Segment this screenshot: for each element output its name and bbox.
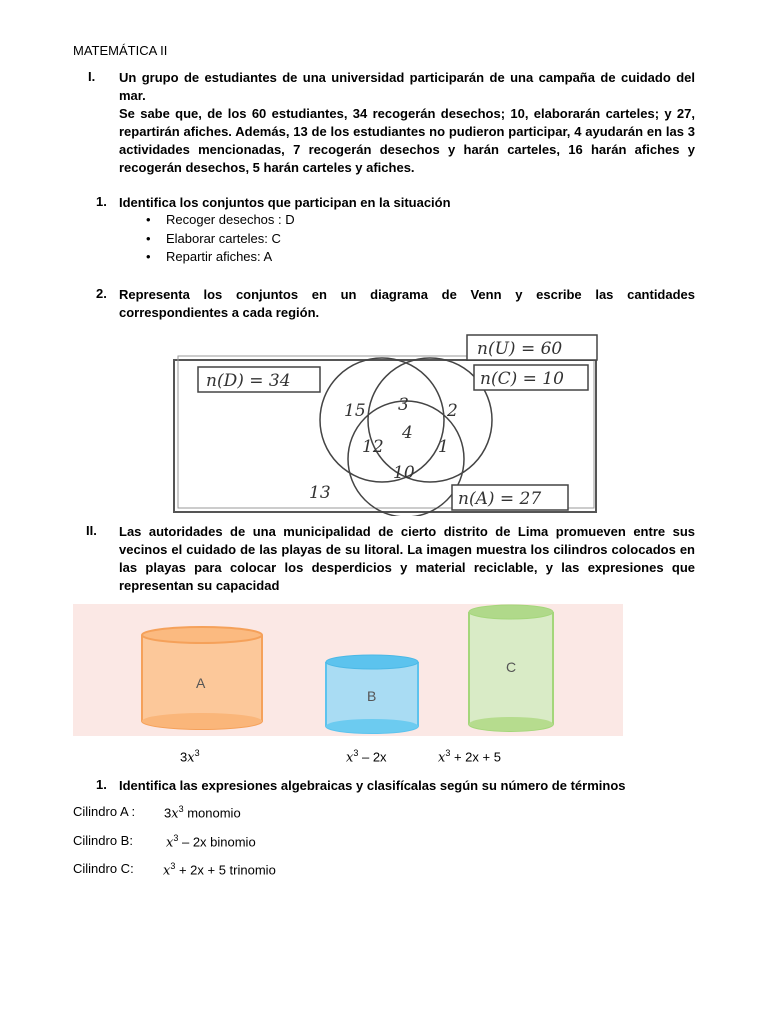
region-outside: 13 xyxy=(309,483,331,503)
expression-b-rest: – 2x xyxy=(358,749,387,765)
document-header: MATEMÁTICA II xyxy=(73,43,168,58)
expression-a-coef: 3 xyxy=(180,749,188,765)
region-d-c: 3 xyxy=(398,395,409,415)
section-1-number: I. xyxy=(88,69,96,84)
cylinder-b-label: B xyxy=(367,688,377,704)
circle-d xyxy=(320,358,444,482)
bullet-dot: • xyxy=(146,249,151,264)
question-1-text: Identifica los conjuntos que participan en la situación xyxy=(119,195,451,210)
bullet-item-3: Repartir afiches: A xyxy=(166,249,273,264)
answer-b-var: x xyxy=(166,835,174,851)
expression-a-exp: 3 xyxy=(194,748,200,758)
answer-a-var: x xyxy=(171,806,179,822)
expression-a xyxy=(180,748,200,765)
c-label: n(C) = 10 xyxy=(480,369,564,389)
bullet-item-2: Elaborar carteles: C xyxy=(166,231,281,246)
region-c-only: 2 xyxy=(447,401,458,421)
question-1-number: 1. xyxy=(96,194,107,209)
region-d-a: 12 xyxy=(362,437,384,457)
answer-c-value xyxy=(163,861,276,878)
expression-c-var: x xyxy=(438,750,446,766)
answer-c-exp: 3 xyxy=(170,861,176,871)
cylinder-a-label: A xyxy=(196,675,206,691)
section-1-line-1: Un grupo de estudiantes de una universidad participarán de una campaña de cuidado del mar. xyxy=(119,70,695,103)
answer-a-exp: 3 xyxy=(178,804,184,814)
venn-diagram xyxy=(172,330,602,516)
question-3-number: 1. xyxy=(96,777,107,792)
bullet-dot: • xyxy=(146,212,151,227)
expression-b-var: x xyxy=(346,750,354,766)
expression-c-rest: + 2x + 5 xyxy=(450,749,501,765)
answer-b-label: Cilindro B: xyxy=(73,833,133,848)
answer-a-label: Cilindro A : xyxy=(73,804,136,819)
question-2-number: 2. xyxy=(96,286,107,301)
section-1-text xyxy=(119,69,695,177)
answer-b-exp: 3 xyxy=(173,833,179,843)
a-label: n(A) = 27 xyxy=(458,489,542,509)
d-label: n(D) = 34 xyxy=(206,371,291,391)
region-a-only: 10 xyxy=(393,463,415,483)
cylinder-c-label: C xyxy=(506,659,517,675)
region-d-only: 15 xyxy=(344,401,366,421)
cylinders-illustration xyxy=(73,604,623,736)
answer-c-rest: + 2x + 5 trinomio xyxy=(175,862,276,878)
expression-a-var: x xyxy=(187,750,195,766)
cylinder-a xyxy=(142,627,262,729)
expression-c xyxy=(438,748,501,765)
expression-b-exp: 3 xyxy=(353,748,359,758)
bullet-dot: • xyxy=(146,231,151,246)
region-d-c-a: 4 xyxy=(402,423,413,443)
answer-a-rest: monomio xyxy=(183,805,241,821)
answer-c-var: x xyxy=(163,863,171,879)
u-label: n(U) = 60 xyxy=(477,339,563,359)
answer-b-value xyxy=(166,833,256,850)
bullet-item-1: Recoger desechos : D xyxy=(166,212,295,227)
cylinder-b xyxy=(326,655,418,733)
question-2-text: Representa los conjuntos en un diagrama de Venn y escribe las cantidades correspondientes a cada región. xyxy=(119,287,695,320)
section-2-number: II. xyxy=(86,523,97,538)
answer-b-rest: – 2x binomio xyxy=(178,834,256,850)
cylinder-c xyxy=(469,605,553,731)
expression-c-exp: 3 xyxy=(445,748,451,758)
answer-c-label: Cilindro C: xyxy=(73,861,134,876)
region-c-a: 1 xyxy=(438,437,449,457)
cylinders-panel xyxy=(73,604,623,736)
answer-a-coef: 3 xyxy=(164,805,172,821)
section-1-line-2: Se sabe que, de los 60 estudiantes, 34 recogerán desechos; 10, elaborarán carteles; y 27, repartirán afiches. Además, 13 de los estudiantes no pudieron participar, 4 ayudarán en las 3 actividades mencionadas, 7 recogerán desechos y harán carteles, 16 harán afiches y recogerán desechos, 5 harán carteles y afiches. xyxy=(119,106,695,175)
section-2-text: Las autoridades de una municipalidad de cierto distrito de Lima promueven entre sus vecinos el cuidado de las playas de su litoral. La imagen muestra los cilindros colocados en las playas para colocar los desperdicios y material reciclable, y las expresiones que representan su capacidad xyxy=(119,524,695,593)
answer-a-value xyxy=(164,804,241,821)
expression-b xyxy=(346,748,387,765)
question-3-text: Identifica las expresiones algebraicas y clasifícalas según su número de términos xyxy=(119,778,626,793)
